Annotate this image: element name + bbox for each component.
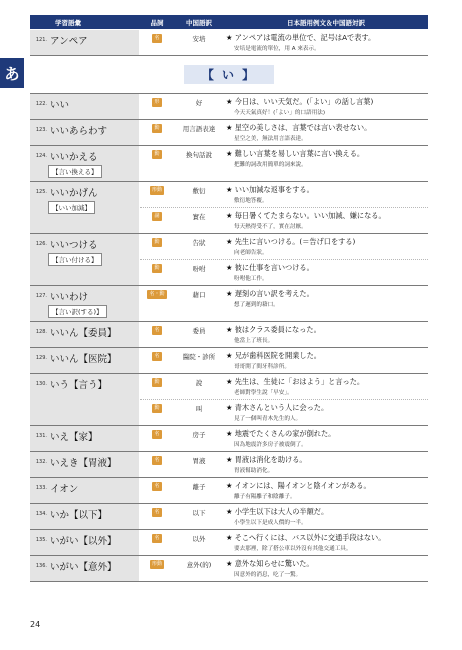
entry-word: いいん【医院】 — [50, 354, 117, 365]
entry-word-cell — [30, 30, 140, 55]
header-chinese: 中国語訳 — [186, 18, 212, 27]
example-cell — [224, 504, 428, 529]
vocab-entry — [30, 504, 428, 530]
chinese-translation: 用言語表達 — [182, 125, 216, 133]
entry-number: 124. — [35, 153, 47, 159]
entry-word-line — [34, 351, 136, 365]
chinese-translation: 敷衍 — [192, 187, 206, 195]
entry-word-cell — [30, 374, 140, 425]
chinese-translation: 委員 — [192, 327, 206, 335]
example-japanese: ★ 今日は、いい天気だ。(「よい」の話し言葉) — [226, 97, 374, 106]
entry-word: いいわけ — [50, 292, 89, 303]
example-chinese: 離子有陽離子和陰離子。 — [234, 494, 296, 500]
chinese-translation: 意外(的) — [186, 561, 212, 569]
entry-word-cell — [30, 530, 140, 555]
example-cell — [224, 182, 428, 207]
pos-cell — [140, 286, 174, 311]
sense-row — [140, 530, 428, 555]
pos-badge: 副 — [154, 213, 160, 219]
pos-cell — [140, 374, 174, 399]
entry-number: 130. — [35, 381, 47, 387]
pos-cell — [140, 504, 174, 529]
pos-cell — [140, 556, 174, 581]
sense-row — [140, 30, 428, 55]
entry-word: いい — [50, 100, 70, 111]
sense-row — [140, 374, 428, 399]
pos-badge: 動 — [154, 379, 160, 385]
example-japanese: ★ イオンには、陽イオンと陰イオンがある。 — [226, 481, 371, 490]
example-japanese: ★ 毎日暑くてたまらない。いい加減、嫌になる。 — [226, 211, 386, 220]
entry-word-line — [34, 33, 136, 47]
entry-word-line — [34, 533, 136, 547]
pos-badge: 動 — [154, 265, 160, 271]
chinese-translation: 胃液 — [192, 457, 206, 465]
chinese-translation: 說 — [195, 379, 203, 387]
entry-senses — [140, 452, 428, 477]
vocab-entry — [30, 182, 428, 234]
sense-row — [140, 556, 428, 581]
example-japanese: ★ 地震でたくさんの家が倒れた。 — [226, 429, 336, 438]
example-chinese: 胃液幫助消化。 — [234, 468, 274, 474]
example-japanese: ★ 彼に仕事を言いつける。 — [226, 263, 314, 272]
entry-word: アンペア — [50, 36, 88, 47]
example-chinese: 他當上了班長。 — [234, 338, 274, 344]
pos-badge: 形動 — [151, 561, 162, 567]
table-header — [30, 15, 428, 29]
entry-senses — [140, 182, 428, 233]
example-cell — [224, 94, 428, 119]
example-cell — [224, 322, 428, 347]
entry-number: 128. — [35, 329, 47, 335]
entry-word-cell — [30, 348, 140, 373]
sense-row — [140, 478, 428, 503]
pos-cell — [140, 478, 174, 503]
entry-word: イオン — [50, 484, 79, 495]
example-chinese: 把難的詞改用簡單的詞來說。 — [234, 162, 307, 168]
chinese-translation: 換句話說 — [186, 151, 212, 159]
entry-senses — [140, 322, 428, 347]
entry-number: 127. — [35, 293, 47, 299]
entry-word: いがい【以外】 — [50, 536, 117, 547]
entry-word-line — [34, 237, 136, 251]
example-japanese: ★ アンペアは電流の単位で、記号はAで表す。 — [226, 33, 376, 42]
pos-cell — [140, 452, 174, 477]
example-japanese: ★ そこへ行くには、バス以外に交通手段はない。 — [226, 533, 386, 542]
entry-senses — [140, 146, 428, 181]
sense-row — [140, 234, 428, 259]
entry-word: いいつける — [50, 240, 98, 251]
entry-senses — [140, 478, 428, 503]
example-cell — [224, 556, 428, 581]
example-japanese: ★ 小学生以下は大人の半額だ。 — [226, 507, 329, 516]
entry-word: いえき【胃液】 — [50, 458, 117, 469]
entry-word-cell — [30, 94, 140, 119]
chinese-translation: 安培 — [192, 35, 206, 43]
pos-cell — [140, 426, 174, 451]
pos-badge: 名 — [154, 483, 160, 489]
example-japanese: ★ 青木さんという人に会った。 — [226, 403, 329, 412]
entry-senses — [140, 426, 428, 451]
entry-senses — [140, 30, 428, 55]
entry-kanji-form: 【言い付ける】 — [48, 253, 102, 266]
entry-number: 126. — [35, 241, 47, 247]
entry-word-line — [34, 377, 136, 391]
entry-word-line — [34, 559, 136, 573]
example-cell — [224, 286, 428, 311]
sense-row — [140, 426, 428, 451]
chinese-translation: 叫 — [195, 405, 203, 413]
vocab-entry — [30, 452, 428, 478]
vocab-entry — [30, 556, 428, 582]
sense-row — [140, 94, 428, 119]
entry-word-line — [34, 455, 136, 469]
pos-badge: 形動 — [151, 187, 162, 193]
sense-row — [140, 146, 428, 171]
example-japanese: ★ 兄が歯科医院を開業した。 — [226, 351, 321, 360]
vocab-entry — [30, 348, 428, 374]
vocab-entry — [30, 374, 428, 426]
vocab-entry — [30, 94, 428, 120]
pos-cell — [140, 94, 174, 119]
example-chinese: 要去那裡，除了搭公車以外沒有其他交通工具。 — [234, 546, 352, 552]
entry-word-cell — [30, 234, 140, 285]
sense-row — [140, 322, 428, 347]
entry-word-line — [34, 289, 136, 303]
entry-number: 123. — [35, 127, 47, 133]
entry-word-cell — [30, 452, 140, 477]
example-chinese: 向老師告狀。 — [234, 250, 268, 256]
example-japanese: ★ 先生は、生徒に「おはよう」と言った。 — [226, 377, 365, 386]
entry-number: 133. — [35, 485, 47, 491]
example-chinese: 因意外的消息，吃了一驚。 — [234, 572, 302, 578]
entry-kanji-form: 【言い換える】 — [48, 165, 102, 178]
pos-badge: 動 — [154, 239, 160, 245]
example-cell — [224, 478, 428, 503]
example-chinese: 因為地震許多房子被震倒了。 — [234, 442, 307, 448]
entry-word-line — [34, 185, 136, 199]
entry-word-cell — [30, 286, 140, 321]
example-japanese: ★ いい加減な返事をする。 — [226, 185, 314, 194]
example-japanese: ★ 遅刻の言い訳を考えた。 — [226, 289, 314, 298]
example-chinese: 吩咐他工作。 — [234, 276, 268, 282]
example-chinese: 見了一個叫青木先生的人。 — [234, 416, 302, 422]
entry-number: 131. — [35, 433, 47, 439]
example-chinese: 星空之美，無法用言語表達。 — [234, 136, 307, 142]
entry-word: いか【以下】 — [50, 510, 108, 521]
example-cell — [224, 30, 428, 55]
entry-word-cell — [30, 426, 140, 451]
example-chinese: 敷衍地答覆。 — [234, 198, 268, 204]
entry-word-line — [34, 149, 136, 163]
entry-senses — [140, 286, 428, 321]
vocab-entry — [30, 234, 428, 286]
vocab-entry — [30, 286, 428, 322]
vocab-entry — [30, 426, 428, 452]
pos-cell — [140, 146, 174, 171]
example-chinese: 安培是電流的單位，用 A 來表示。 — [234, 46, 320, 52]
entry-word: いがい【意外】 — [50, 562, 117, 573]
entry-senses — [140, 504, 428, 529]
entry-word: いいかえる — [50, 152, 98, 163]
example-chinese: 哥哥開了間牙科診所。 — [234, 364, 290, 370]
pos-badge: 名 — [154, 431, 160, 437]
entry-word: いえ【家】 — [50, 432, 98, 443]
entry-senses — [140, 94, 428, 119]
entry-word-cell — [30, 146, 140, 181]
header-word: 学習語彙 — [55, 18, 81, 27]
pos-cell — [140, 322, 174, 347]
pos-badge: 動 — [154, 405, 160, 411]
entry-word-cell — [30, 182, 140, 233]
pos-cell — [140, 348, 174, 373]
pos-cell — [140, 234, 174, 259]
vocab-entry — [30, 530, 428, 556]
sense-row — [140, 452, 428, 477]
vocab-entry — [30, 146, 428, 182]
sense-row — [140, 399, 428, 425]
vocab-entry — [30, 478, 428, 504]
pos-badge: 動 — [154, 151, 160, 157]
pos-cell — [140, 182, 174, 207]
example-japanese: ★ 胃液は消化を助ける。 — [226, 455, 307, 464]
pos-cell — [140, 260, 174, 285]
section-heading-label: 【 い 】 — [184, 65, 274, 84]
pos-cell — [140, 120, 174, 145]
example-chinese: 老師對學生說「早安」。 — [234, 390, 293, 396]
sense-row — [140, 182, 428, 207]
example-cell — [224, 452, 428, 477]
pos-badge: 形 — [154, 99, 160, 105]
entry-word-cell — [30, 556, 140, 581]
chinese-translation: 告狀 — [192, 239, 206, 247]
example-cell — [224, 234, 428, 259]
entry-word-line — [34, 481, 136, 495]
page-number: 24 — [30, 620, 41, 629]
example-chinese: 每天熱得受不了，實在討厭。 — [234, 224, 307, 230]
entry-number: 135. — [35, 537, 47, 543]
entry-kanji-form: 【言い訳(する)】 — [48, 305, 107, 318]
pos-badge: 名・動 — [149, 291, 165, 297]
entry-word-cell — [30, 478, 140, 503]
pos-cell — [140, 208, 174, 233]
entry-word-line — [34, 429, 136, 443]
example-cell — [224, 146, 428, 171]
sense-row — [140, 120, 428, 145]
example-japanese: ★ 先生に言いつける。(＝告げ口をする) — [226, 237, 356, 246]
pos-cell — [140, 400, 174, 425]
entry-word-line — [34, 123, 136, 137]
example-cell — [224, 400, 428, 425]
entry-word: いいん【委員】 — [50, 328, 117, 339]
chinese-translation: 房子 — [192, 431, 206, 439]
chinese-translation: 實在 — [192, 213, 206, 221]
chinese-translation: 離子 — [192, 483, 206, 491]
chinese-translation: 藉口 — [192, 291, 206, 299]
entry-number: 122. — [35, 101, 47, 107]
section-heading — [30, 56, 428, 94]
chinese-translation: 吩咐 — [192, 265, 206, 273]
vocabulary-table — [30, 30, 428, 582]
vocab-entry — [30, 30, 428, 56]
chinese-translation: 以外 — [192, 535, 206, 543]
example-chinese: 想了遲到的藉口。 — [234, 302, 279, 308]
chinese-translation: 以下 — [192, 509, 206, 517]
entry-senses — [140, 234, 428, 285]
header-example: 日本語用例文＆中国語対訳 — [287, 18, 365, 27]
pos-badge: 名 — [154, 457, 160, 463]
entry-senses — [140, 374, 428, 425]
entry-word-cell — [30, 504, 140, 529]
entry-word-line — [34, 507, 136, 521]
entry-senses — [140, 556, 428, 581]
pos-cell — [140, 30, 174, 55]
example-chinese: 今天天氣真好！(「よい」的口語用法) — [234, 110, 326, 116]
entry-senses — [140, 348, 428, 373]
pos-cell — [140, 530, 174, 555]
sense-row — [140, 348, 428, 373]
chinese-translation: 好 — [195, 99, 203, 107]
entry-word-cell — [30, 322, 140, 347]
entry-number: 129. — [35, 355, 47, 361]
entry-senses — [140, 120, 428, 145]
sense-row — [140, 286, 428, 311]
example-cell — [224, 208, 428, 233]
example-cell — [224, 426, 428, 451]
entry-number: 136. — [35, 563, 47, 569]
example-cell — [224, 120, 428, 145]
example-cell — [224, 260, 428, 285]
header-pos: 品詞 — [150, 18, 164, 27]
entry-word: いいあらわす — [50, 126, 108, 137]
entry-word-line — [34, 325, 136, 339]
example-japanese: ★ 意外な知らせに驚いた。 — [226, 559, 314, 568]
vocab-entry — [30, 120, 428, 146]
pos-badge: 名 — [154, 535, 160, 541]
pos-badge: 名 — [154, 509, 160, 515]
chinese-translation: 醫院・診所 — [182, 353, 216, 361]
sense-row — [140, 504, 428, 529]
example-cell — [224, 374, 428, 399]
entry-kanji-form: 【いい加減】 — [48, 201, 95, 214]
sense-row — [140, 259, 428, 285]
kana-index-tab[interactable]: あ — [0, 58, 24, 88]
entry-number: 125. — [35, 189, 47, 195]
entry-word-cell — [30, 120, 140, 145]
entry-word-line — [34, 97, 136, 111]
entry-word: いう【言う】 — [50, 380, 108, 391]
example-cell — [224, 530, 428, 555]
entry-senses — [140, 530, 428, 555]
pos-badge: 名 — [154, 353, 160, 359]
pos-badge: 動 — [154, 125, 160, 131]
entry-number: 132. — [35, 459, 47, 465]
example-chinese: 小學生以下是成人價的一半。 — [234, 520, 307, 526]
pos-badge: 名 — [154, 327, 160, 333]
example-japanese: ★ 星空の美しさは、言葉では言い表せない。 — [226, 123, 372, 132]
example-cell — [224, 348, 428, 373]
example-japanese: ★ 難しい言葉を易しい言葉に言い換える。 — [226, 149, 365, 158]
pos-badge: 名 — [154, 35, 160, 41]
entry-number: 134. — [35, 511, 47, 517]
entry-number: 121. — [35, 37, 47, 43]
entry-word: いいかげん — [50, 188, 98, 199]
example-japanese: ★ 彼はクラス委員になった。 — [226, 325, 321, 334]
sense-row — [140, 207, 428, 233]
vocab-entry — [30, 322, 428, 348]
